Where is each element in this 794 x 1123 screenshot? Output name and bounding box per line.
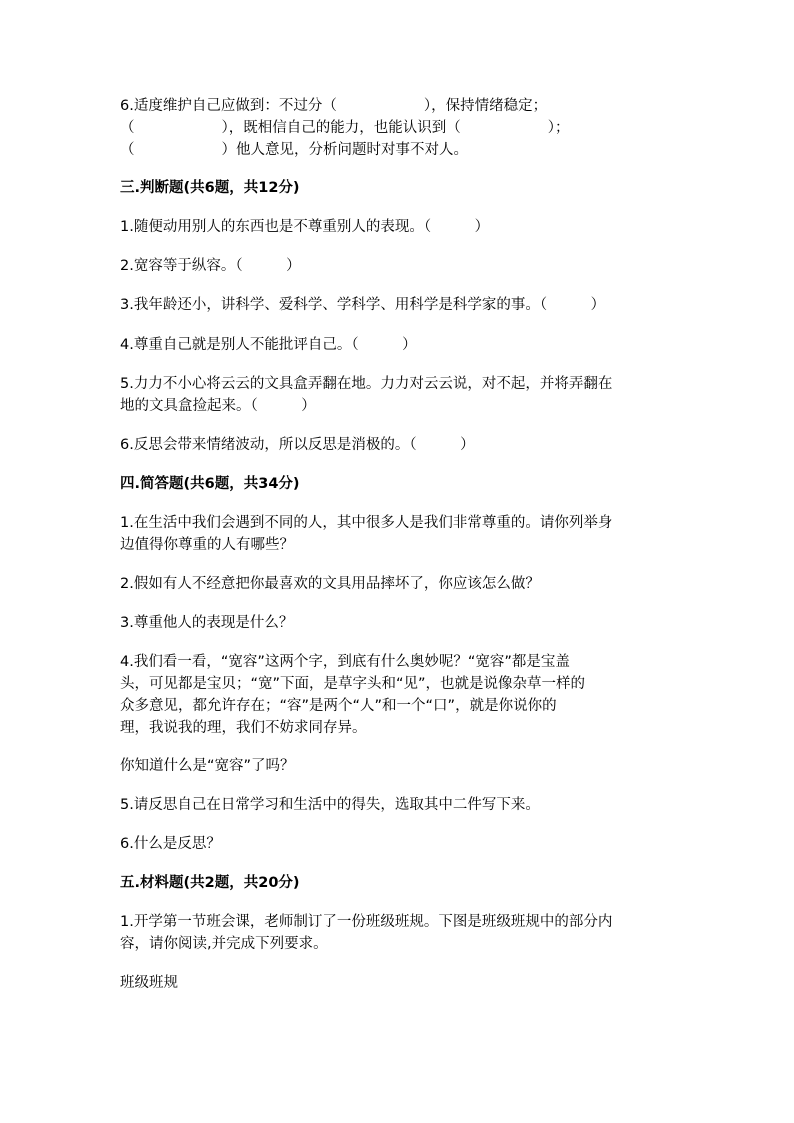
short-q4-question: 你知道什么是“宽容”了吗？ xyxy=(120,758,295,774)
section-heading-material: 五.材料题(共2题，共20分) xyxy=(120,875,300,891)
q6-fill-line3: （ ）他人意见，分析问题时对事不对人。 xyxy=(120,142,468,158)
judgment-q2: 2.宽容等于纵容。（ ） xyxy=(120,258,301,274)
class-rules-title: 班级班规 xyxy=(120,975,178,991)
short-q4-line3: 众多意见，都允许存在；“容”是两个“人”和一个“口”，就是你说你的 xyxy=(120,698,557,714)
short-q4-line4: 理，我说我的理，我们不妨求同存异。 xyxy=(120,720,367,736)
short-q3: 3.尊重他人的表现是什么？ xyxy=(120,615,294,631)
judgment-q5-line2: 地的文具盒捡起来。（ ） xyxy=(120,398,316,414)
judgment-q5-line1: 5.力力不小心将云云的文具盒弄翻在地。力力对云云说，对不起，并将弄翻在 xyxy=(120,376,613,392)
short-q2: 2.假如有人不经意把你最喜欢的文具用品摔坏了，你应该怎么做？ xyxy=(120,576,540,592)
section-heading-judgment: 三.判断题(共6题，共12分) xyxy=(120,180,300,196)
short-q4-line1: 4.我们看一看，“宽容”这两个字，到底有什么奥妙呢？“宽容”都是宝盖 xyxy=(120,654,570,670)
judgment-q6: 6.反思会带来情绪波动，所以反思是消极的。（ ） xyxy=(120,437,475,453)
section-heading-short-answer: 四.简答题(共6题，共34分) xyxy=(120,476,300,492)
short-q4-line2: 头，可见都是宝贝；“宽”下面，是草字头和“见”，也就是说像杂草一样的 xyxy=(120,676,586,692)
judgment-q3: 3.我年龄还小，讲科学、爱科学、学科学、用科学是科学家的事。（ ） xyxy=(120,297,606,313)
short-q5: 5.请反思自己在日常学习和生活中的得失，选取其中二件写下来。 xyxy=(120,797,540,813)
material-q1-line2: 容，请你阅读,并完成下列要求。 xyxy=(120,936,328,952)
short-q1-line1: 1.在生活中我们会遇到不同的人，其中很多人是我们非常尊重的。请你列举身 xyxy=(120,515,613,531)
q6-fill-line1: 6.适度维护自己应做到：不过分（ ），保持情绪稳定； xyxy=(120,98,548,114)
q6-fill-line2: （ ），既相信自己的能力，也能认识到（ ）； xyxy=(120,120,570,136)
judgment-q4: 4.尊重自己就是别人不能批评自己。（ ） xyxy=(120,337,417,353)
short-q1-line2: 边值得你尊重的人有哪些？ xyxy=(120,537,294,553)
judgment-q1: 1.随便动用别人的东西也是不尊重别人的表现。（ ） xyxy=(120,219,490,235)
short-q6: 6.什么是反思？ xyxy=(120,836,221,852)
material-q1-line1: 1.开学第一节班会课，老师制订了一份班级班规。下图是班级班规中的部分内 xyxy=(120,914,613,930)
